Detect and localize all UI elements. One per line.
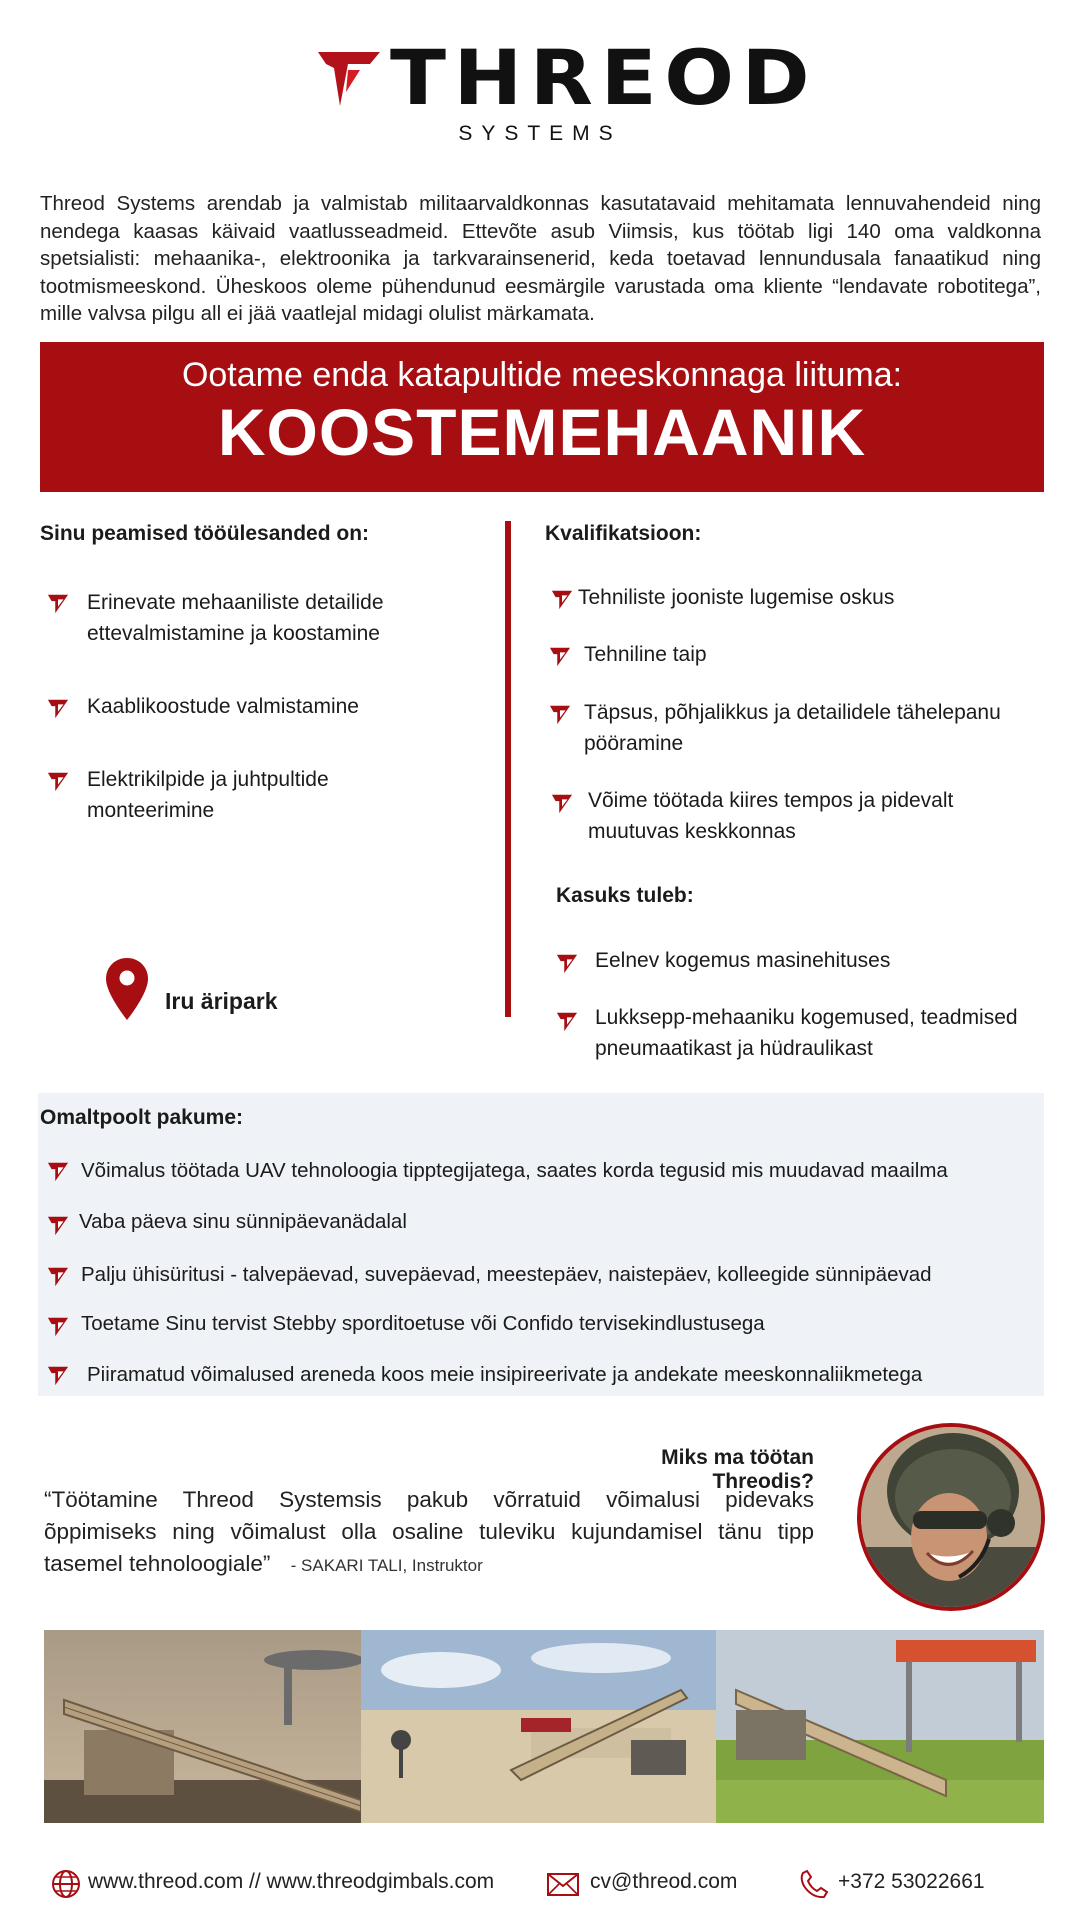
qualifications-heading: Kvalifikatsioon: <box>545 522 702 545</box>
bullet-triangle-icon <box>556 952 578 974</box>
catapult-photo <box>44 1630 361 1823</box>
qualification-item: Täpsus, põhjalikkus ja detailidele tähelepanu pööramine <box>584 701 1001 755</box>
globe-icon <box>50 1868 82 1900</box>
catapult-photo <box>716 1630 1044 1823</box>
column-divider <box>505 521 511 1017</box>
gallery-photo-3 <box>716 1630 1044 1823</box>
offers-heading: Omaltpoolt pakume: <box>40 1106 244 1129</box>
advantage-item: Lukksepp-mehaaniku kogemused, teadmised pneumaatikast ja hüdraulikast <box>595 1006 1018 1060</box>
bullet-triangle-icon <box>47 592 69 614</box>
brand-name: THREOD <box>390 33 818 122</box>
offer-item: Võimalus töötada UAV tehnoloogia tipptegijatega, saates korda tegusid mis muudavad maailma <box>81 1159 948 1182</box>
quote-author: - SAKARI TALI, Instruktor <box>290 1556 483 1575</box>
bullet-triangle-icon <box>47 697 69 719</box>
task-item: Erinevate mehaaniliste detailide ettevalmistamine ja koostamine <box>87 591 384 645</box>
bullet-triangle-icon <box>47 1364 69 1386</box>
bullet-triangle-icon <box>556 1010 578 1032</box>
bullet-triangle-icon <box>549 703 571 725</box>
offer-item: Piiramatud võimalused areneda koos meie insipireerivate ja andekate meeskonnaliikmetega <box>87 1363 923 1386</box>
offer-item: Palju ühisüritusi - talvepäevad, suvepäevad, meestepäev, naistepäev, kolleegide sünnipäevad <box>81 1263 932 1286</box>
qualification-item: Tehniline taip <box>584 643 707 666</box>
website-link[interactable]: www.threod.com // www.threodgimbals.com <box>88 1870 495 1893</box>
bullet-triangle-icon <box>549 645 571 667</box>
threod-logo-mark-icon <box>318 50 380 106</box>
email-icon <box>546 1868 580 1900</box>
employee-photo <box>857 1423 1045 1611</box>
gallery-photo-2 <box>361 1630 716 1823</box>
advantages-heading: Kasuks tuleb: <box>556 884 694 907</box>
bullet-triangle-icon <box>47 1265 69 1287</box>
intro-paragraph: Threod Systems arendab ja valmistab militaarvaldkonnas kasutatavaid mehitamata lennuvahendeid ning nendega kaasas käivaid vaatlusseadmeid. Ettevõte asub Viimsis, kus töötab ligi 140 oma valdkonna spetsialisti: mehaanika-, elektroonika ja tarkvarainsenerid, keda toetavad lennundusala fanaatikud ning tootmismeeskond. Üheskoos oleme pühendunud eesmärgile varustada oma kliente “lendavate robotitega”, mille valvsa pilgu all ei jää vaatlejal midagi olulist märkamata. <box>40 192 1041 325</box>
task-item: Elektrikilpide ja juhtpultide monteerimine <box>87 768 329 822</box>
quote-text: “Töötamine Threod Systemsis pakub võrratuid võimalusi pidevaks õppimiseks ning võimalust olla osaline tuleviku kujundamisel tänu tipp tasemel tehnoloogiale” <box>44 1487 814 1576</box>
bullet-triangle-icon <box>551 588 573 610</box>
bullet-triangle-icon <box>47 1214 69 1236</box>
location-label: Iru äripark <box>165 988 278 1014</box>
bullet-triangle-icon <box>47 1160 69 1182</box>
phone-number[interactable]: +372 53022661 <box>838 1870 985 1893</box>
phone-icon <box>798 1868 830 1900</box>
job-title: KOOSTEMEHAANIK <box>217 395 867 469</box>
qualification-item: Tehniliste jooniste lugemise oskus <box>578 586 895 609</box>
banner-subtitle: Ootame enda katapultide meeskonnaga liituma: <box>181 356 903 394</box>
employee-portrait-image <box>861 1427 1041 1607</box>
brand-logo <box>0 33 1080 150</box>
qualification-item: Võime töötada kiires tempos ja pidevalt muutuvas keskkonnas <box>588 789 954 843</box>
advantage-item: Eelnev kogemus masinehituses <box>595 949 891 972</box>
testimonial-heading: Miks ma töötan Threodis? <box>661 1446 814 1493</box>
bullet-triangle-icon <box>47 770 69 792</box>
bullet-triangle-icon <box>551 792 573 814</box>
testimonial-quote <box>44 1484 814 1582</box>
offer-item: Vaba päeva sinu sünnipäevanädalal <box>79 1210 407 1233</box>
gallery-photo-1 <box>44 1630 361 1823</box>
brand-subtitle: SYSTEMS <box>458 122 622 145</box>
email-link[interactable]: cv@threod.com <box>590 1870 738 1893</box>
offer-item: Toetame Sinu tervist Stebby sporditoetuse või Confido tervisekindlustusega <box>81 1312 765 1335</box>
task-item: Kaablikoostude valmistamine <box>87 695 359 718</box>
offers-section <box>38 1093 1044 1396</box>
catapult-photo <box>361 1630 716 1823</box>
tasks-heading: Sinu peamised tööülesanded on: <box>40 522 370 545</box>
bullet-triangle-icon <box>47 1315 69 1337</box>
location-pin-icon <box>106 958 148 1020</box>
job-banner <box>40 342 1044 492</box>
